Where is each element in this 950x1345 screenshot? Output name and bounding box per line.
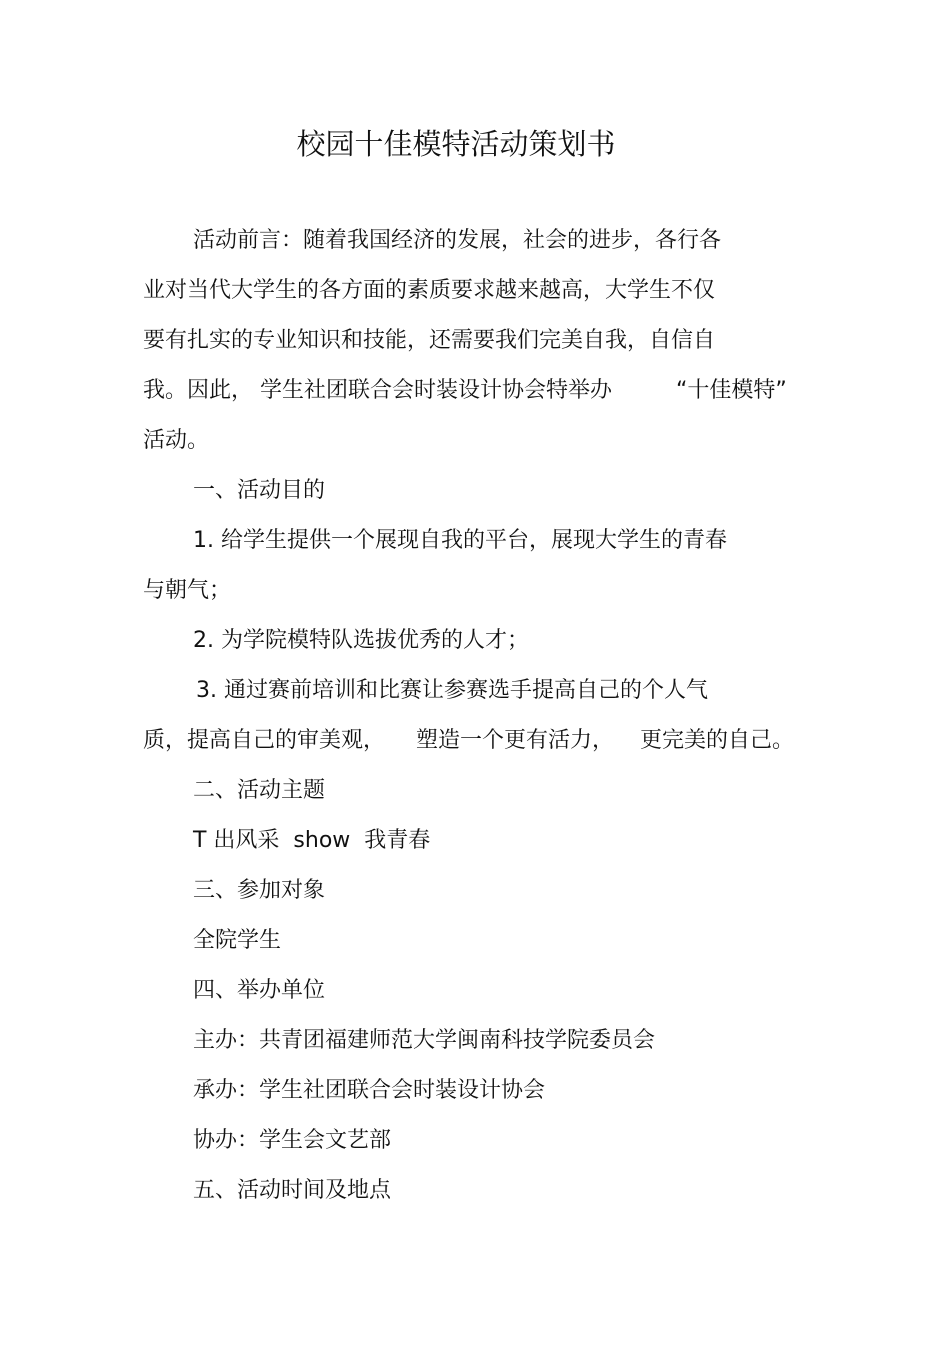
organizer-undertaker: 承办：学生社团联合会时装设计协会 bbox=[193, 1078, 546, 1103]
purpose-item-1-continued: 与朝气； bbox=[143, 578, 232, 603]
section-heading-participants: 三、参加对象 bbox=[193, 878, 326, 903]
purpose-item-3-continued-a: 质，提高自己的审美观， bbox=[143, 728, 386, 753]
participants-content: 全院学生 bbox=[193, 928, 282, 953]
purpose-item-1: 1. 给学生提供一个展现自我的平台，展现大学生的青春 bbox=[193, 528, 727, 553]
section-heading-theme: 二、活动主题 bbox=[193, 778, 326, 803]
organizer-host: 主办：共青团福建师范大学闽南科技学院委员会 bbox=[193, 1028, 656, 1053]
organizer-co-organizer: 协办：学生会文艺部 bbox=[193, 1128, 392, 1153]
theme-content: T 出风采 show 我青春 bbox=[193, 828, 431, 853]
preface-line-2: 业对当代大学生的各方面的素质要求越来越高，大学生不仅 bbox=[143, 278, 716, 303]
section-heading-purpose: 一、活动目的 bbox=[193, 478, 326, 503]
preface-line-1: 活动前言：随着我国经济的发展，社会的进步，各行各 bbox=[193, 228, 722, 253]
section-heading-organizers: 四、举办单位 bbox=[193, 978, 326, 1003]
preface-line-4-quote: “十佳模特” bbox=[676, 378, 787, 403]
preface-line-5: 活动。 bbox=[143, 428, 210, 453]
purpose-item-2: 2. 为学院模特队选拔优秀的人才； bbox=[193, 628, 529, 653]
purpose-item-3-continued-b: 塑造一个更有活力， bbox=[416, 728, 615, 753]
purpose-item-3-continued-c: 更完美的自己。 bbox=[640, 728, 795, 753]
preface-line-3: 要有扎实的专业知识和技能，还需要我们完美自我，自信自 bbox=[143, 328, 716, 353]
document-title: 校园十佳模特活动策划书 bbox=[296, 127, 616, 161]
section-heading-time-place: 五、活动时间及地点 bbox=[193, 1178, 392, 1203]
preface-line-4: 我。因此， 学生社团联合会时装设计协会特举办 bbox=[143, 378, 612, 403]
purpose-item-3: 3. 通过赛前培训和比赛让参赛选手提高自己的个人气 bbox=[196, 678, 708, 703]
